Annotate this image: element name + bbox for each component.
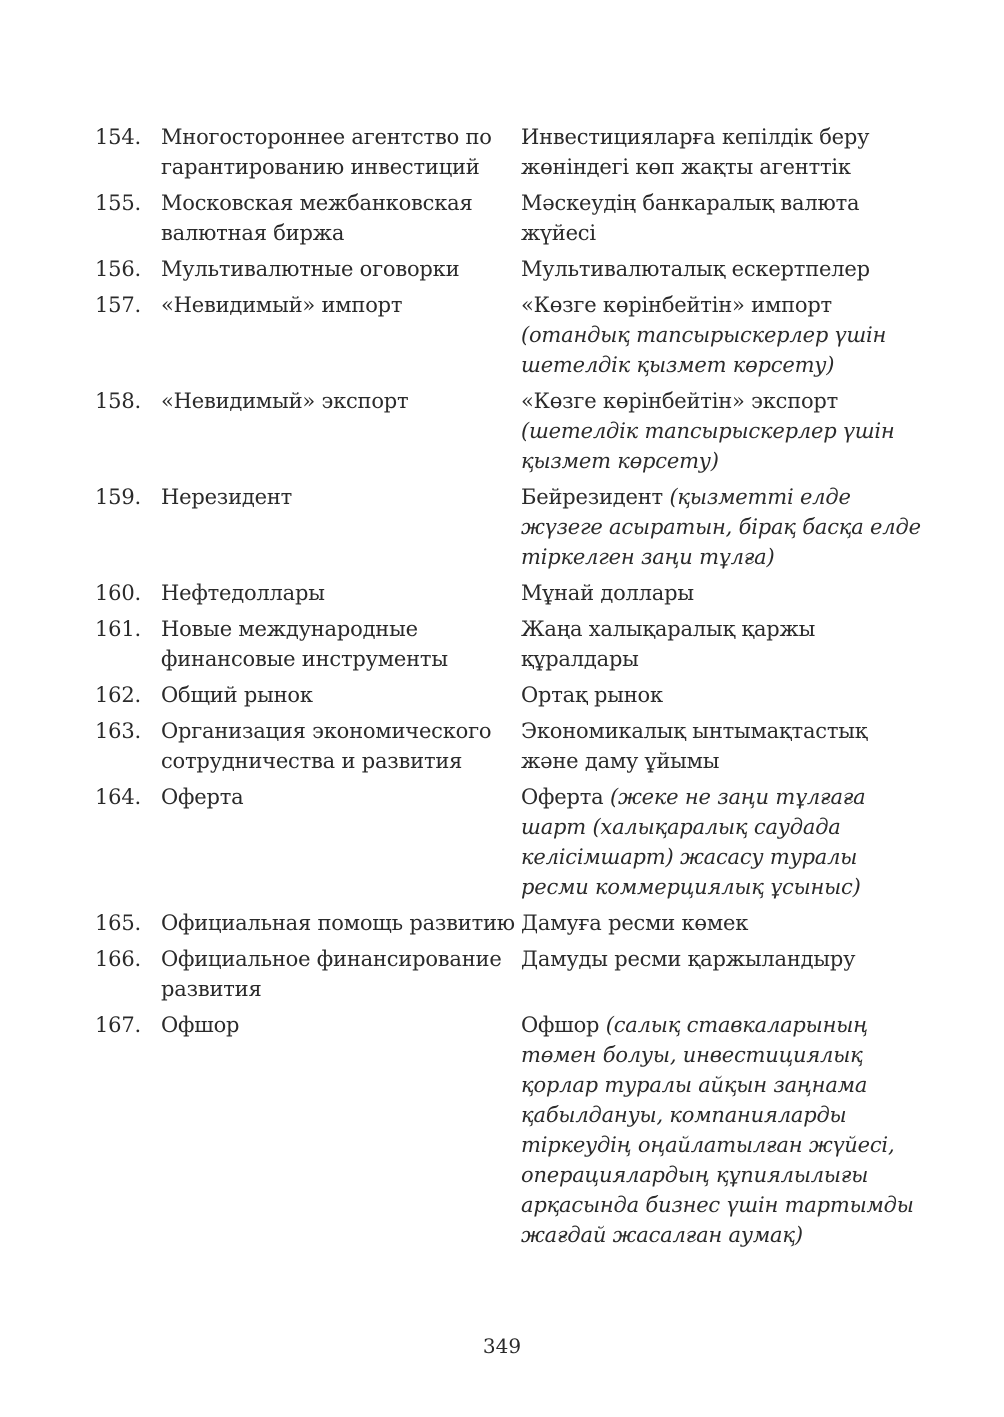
glossary-entry	[95, 782, 925, 902]
entry-number: 156.	[95, 257, 141, 281]
entry-term-russian: Официальное финансирование развития	[161, 947, 502, 1001]
kazakh-term: Бейрезидент	[521, 485, 663, 509]
glossary-entry	[95, 254, 925, 284]
entry-term-russian: «Невидимый» экспорт	[161, 389, 409, 413]
kazakh-term: Экономикалық ынтымақтастық және даму ұйымы	[521, 719, 868, 773]
entry-number: 167.	[95, 1013, 141, 1037]
glossary-entry	[95, 290, 925, 380]
glossary-entry	[95, 944, 925, 1004]
entry-term-russian: Общий рынок	[161, 683, 313, 707]
kazakh-term: Дамуға ресми көмек	[521, 911, 749, 935]
kazakh-term: «Көзге көрінбейтін» экспорт	[521, 389, 839, 413]
entry-term-russian: Новые международные финансовые инструменты	[161, 617, 448, 671]
kazakh-term: Дамуды ресми қаржыландыру	[521, 947, 856, 971]
glossary-entry	[95, 188, 925, 248]
entry-term-kazakh	[521, 680, 925, 710]
glossary-entry	[95, 578, 925, 608]
entry-term-russian: Официальная помощь развитию	[161, 911, 515, 935]
glossary-entry	[95, 1010, 925, 1250]
entry-number: 161.	[95, 617, 141, 641]
entry-term-russian: Многостороннее агентство по гарантированию инвестиций	[161, 125, 492, 179]
kazakh-term: Оферта	[521, 785, 604, 809]
kazakh-term: «Көзге көрінбейтін» импорт	[521, 293, 832, 317]
entry-term-kazakh	[521, 254, 925, 284]
entry-term-kazakh	[521, 908, 925, 938]
entry-term-russian: Нерезидент	[161, 485, 293, 509]
entry-term-kazakh	[521, 188, 925, 248]
page-number: 349	[482, 1334, 522, 1358]
kazakh-explanation-note: (қызметті елде жүзеге асыратын, бірақ басқа елде тіркелген заңи тұлға)	[521, 485, 921, 569]
glossary-entry	[95, 386, 925, 476]
entry-number: 154.	[95, 125, 141, 149]
entry-term-russian: «Невидимый» импорт	[161, 293, 403, 317]
glossary-entry	[95, 482, 925, 572]
entry-term-kazakh	[521, 944, 925, 974]
entry-number: 165.	[95, 911, 141, 935]
glossary-entry	[95, 908, 925, 938]
kazakh-explanation-note: (шетелдік тапсырыскерлер үшін қызмет көрсету)	[521, 419, 895, 473]
kazakh-term: Мультивалюталық ескертпелер	[521, 257, 870, 281]
entry-term-kazakh	[521, 386, 925, 476]
kazakh-term: Офшор	[521, 1013, 600, 1037]
kazakh-term: Инвестицияларға кепілдік беру жөніндегі көп жақты агенттік	[521, 125, 870, 179]
glossary-entry	[95, 122, 925, 182]
entry-term-kazakh	[521, 782, 925, 902]
entry-term-russian: Оферта	[161, 785, 244, 809]
kazakh-term: Ортақ рынок	[521, 683, 663, 707]
kazakh-term: Мұнай доллары	[521, 581, 694, 605]
entry-number: 155.	[95, 191, 141, 215]
kazakh-explanation-note: (салық ставкаларының төмен болуы, инвестициялық қорлар туралы айқын заңнама қабылдануы, компанияларды тіркеудің оңайлатылған жүйесі, операциялардың құпиялылығы арқасында бизнес үшін тартымды жағдай жасалған аумақ)	[521, 1013, 914, 1247]
kazakh-term: Мәскеудің банкаралық валюта жүйесі	[521, 191, 860, 245]
entry-number: 162.	[95, 683, 141, 707]
entry-term-kazakh	[521, 482, 925, 572]
glossary-entry	[95, 614, 925, 674]
kazakh-term: Жаңа халықаралық қаржы құралдары	[521, 617, 816, 671]
glossary-entry	[95, 680, 925, 710]
entry-term-russian: Мультивалютные оговорки	[161, 257, 460, 281]
entry-number: 164.	[95, 785, 141, 809]
entry-term-kazakh	[521, 290, 925, 380]
entry-term-russian: Организация экономического сотрудничества и развития	[161, 719, 492, 773]
entry-number: 166.	[95, 947, 141, 971]
entry-term-russian: Офшор	[161, 1013, 240, 1037]
entry-number: 160.	[95, 581, 141, 605]
entry-term-kazakh	[521, 1010, 925, 1250]
entry-term-russian: Нефтедоллары	[161, 581, 325, 605]
glossary-table	[95, 122, 925, 1256]
entry-term-russian: Московская межбанковская валютная биржа	[161, 191, 473, 245]
entry-number: 163.	[95, 719, 141, 743]
entry-number: 158.	[95, 389, 141, 413]
entry-number: 157.	[95, 293, 141, 317]
glossary-entry	[95, 716, 925, 776]
entry-term-kazakh	[521, 578, 925, 608]
entry-term-kazakh	[521, 122, 925, 182]
entry-number: 159.	[95, 485, 141, 509]
entry-term-kazakh	[521, 614, 925, 674]
entry-term-kazakh	[521, 716, 925, 776]
kazakh-explanation-note: (жеке не заңи тұлғаға шарт (халықаралық саудада келісімшарт) жасасу туралы ресми коммерциялық ұсыныс)	[521, 785, 866, 899]
kazakh-explanation-note: (отандық тапсырыскерлер үшін шетелдік қызмет көрсету)	[521, 323, 887, 377]
